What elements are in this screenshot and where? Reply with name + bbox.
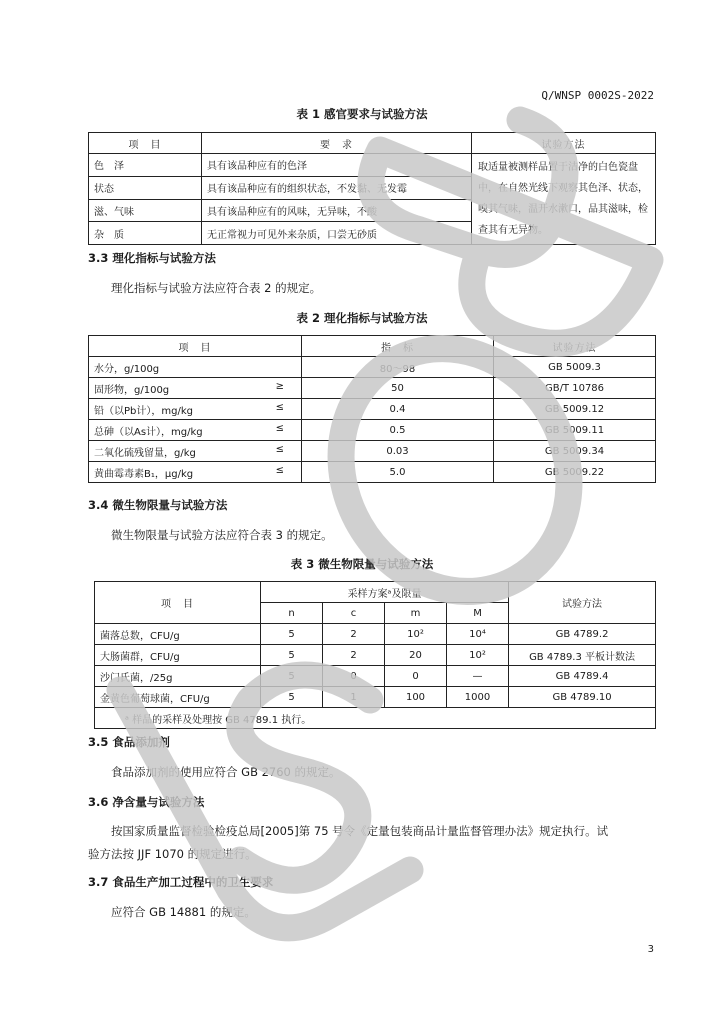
table-row: [95, 624, 656, 645]
table1-caption: 表 1 感官要求与试验方法: [296, 107, 428, 121]
table2-item: 铅（以Pb计），mg/kg: [94, 405, 193, 417]
table3-M: —: [447, 666, 509, 687]
table1-header-item: 项 目: [89, 133, 202, 154]
table1-item: 色 泽: [89, 154, 202, 177]
table-row: [89, 462, 656, 483]
table1-item: 杂 质: [89, 222, 202, 245]
table2-method: GB 5009.22: [494, 462, 656, 483]
table3-sub-c: c: [323, 603, 385, 624]
table3-n: 5: [261, 624, 323, 645]
section-3-7-text: 应符合 GB 14881 的规定。: [111, 905, 256, 919]
table2-item: 固形物，g/100g: [94, 384, 170, 396]
standard-number: Q/WNSP 0002S-2022: [541, 89, 654, 102]
section-3-5-title: 3.5 食品添加剂: [88, 735, 170, 749]
table2-symbol: ≥: [275, 380, 284, 392]
table-row: [89, 441, 656, 462]
table2-value: 0.5: [302, 420, 494, 441]
table-row: [89, 420, 656, 441]
table3-caption: 表 3 微生物限量与试验方法: [290, 557, 434, 571]
table2-item: 黄曲霉毒素B₁，μg/kg: [94, 468, 194, 480]
table2-value: 80～98: [302, 357, 494, 378]
table-row: [89, 399, 656, 420]
table2-method: GB 5009.12: [494, 399, 656, 420]
table3-item: 沙门氏菌，/25g: [95, 666, 261, 687]
table2-item: 水分，g/100g: [94, 363, 160, 375]
table3-m: 100: [385, 687, 447, 708]
table3-method: GB 4789.4: [509, 666, 656, 687]
table3-n: 5: [261, 687, 323, 708]
section-3-6-title: 3.6 净含量与试验方法: [88, 795, 205, 809]
table2-value: 5.0: [302, 462, 494, 483]
table2-item: 总砷（以As计），mg/kg: [94, 426, 203, 438]
table2-header-method: 试验方法: [494, 336, 656, 357]
table3-sub-m: m: [385, 603, 447, 624]
table2-method: GB/T 10786: [494, 378, 656, 399]
table3: [94, 581, 656, 729]
table1-item: 状态: [89, 176, 202, 199]
table-row: [95, 666, 656, 687]
table3-c: 0: [323, 666, 385, 687]
table2-symbol: ≤: [275, 422, 284, 434]
table3-M: 10²: [447, 645, 509, 666]
table-row: [89, 357, 656, 378]
table3-M: 1000: [447, 687, 509, 708]
table2-method: GB 5009.34: [494, 441, 656, 462]
table1-req: 具有该品种应有的色泽: [202, 154, 472, 177]
table3-item: 菌落总数，CFU/g: [95, 624, 261, 645]
table3-M: 10⁴: [447, 624, 509, 645]
table2: [88, 335, 656, 483]
table3-c: 2: [323, 624, 385, 645]
table1-header-method: 试验方法: [472, 133, 656, 154]
table2-value: 50: [302, 378, 494, 399]
table1: [88, 132, 656, 245]
table3-footnote: ᵃ 样品的采样及处理按 GB 4789.1 执行。: [95, 708, 656, 729]
section-3-4-text: 微生物限量与试验方法应符合表 3 的规定。: [111, 528, 333, 542]
section-3-3-title: 3.3 理化指标与试验方法: [88, 251, 216, 265]
table3-c: 2: [323, 645, 385, 666]
table-row: [95, 645, 656, 666]
table3-item: 大肠菌群，CFU/g: [95, 645, 261, 666]
table3-sub-M: M: [447, 603, 509, 624]
table2-method: GB 5009.3: [494, 357, 656, 378]
section-3-7-title: 3.7 食品生产加工过程中的卫生要求: [88, 875, 274, 889]
table3-header-plan: 采样方案ᵃ及限量: [261, 582, 509, 603]
section-3-6-text-line1: 按国家质量监督检验检疫总局[2005]第 75 号令《定量包装商品计量监督管理办法》规定执行。试: [111, 824, 609, 838]
table3-method: GB 4789.3 平板计数法: [509, 645, 656, 666]
table1-req: 具有该品种应有的风味，无异味，不酸: [202, 199, 472, 222]
table-row: [89, 378, 656, 399]
table2-value: 0.03: [302, 441, 494, 462]
table3-m: 20: [385, 645, 447, 666]
table3-n: 5: [261, 645, 323, 666]
table1-req: 具有该品种应有的组织状态，不发黏、无发霉: [202, 176, 472, 199]
table3-method: GB 4789.10: [509, 687, 656, 708]
table3-sub-n: n: [261, 603, 323, 624]
table1-req: 无正常视力可见外来杂质，口尝无砂质: [202, 222, 472, 245]
section-3-3-text: 理化指标与试验方法应符合表 2 的规定。: [111, 281, 322, 295]
table3-header-method: 试验方法: [509, 582, 656, 624]
table3-n: 5: [261, 666, 323, 687]
table2-item: 二氧化硫残留量，g/kg: [94, 447, 196, 459]
table-row: [89, 154, 656, 177]
table3-c: 1: [323, 687, 385, 708]
table1-item: 滋、气味: [89, 199, 202, 222]
table2-symbol: ≤: [275, 443, 284, 455]
table3-item: 金黄色葡萄球菌，CFU/g: [95, 687, 261, 708]
table3-header-item: 项 目: [95, 582, 261, 624]
table2-header-value: 指 标: [302, 336, 494, 357]
table3-m: 10²: [385, 624, 447, 645]
table2-header-item: 项 目: [89, 336, 302, 357]
table1-method: 取适量被测样品置于洁净的白色瓷盘中，在自然光线下观察其色泽、状态，嗅其气味，温开水漱口，品其滋味，检查其有无异物。: [472, 154, 656, 245]
section-3-6-text-line2: 验方法按 JJF 1070 的规定进行。: [88, 847, 257, 861]
section-3-5-text: 食品添加剂的使用应符合 GB 2760 的规定。: [111, 765, 341, 779]
table2-value: 0.4: [302, 399, 494, 420]
table2-symbol: ≤: [275, 401, 284, 413]
table1-header-req: 要 求: [202, 133, 472, 154]
page-number: 3: [647, 944, 654, 955]
table2-symbol: ≤: [275, 464, 284, 476]
table2-method: GB 5009.11: [494, 420, 656, 441]
table-row: [95, 687, 656, 708]
table3-method: GB 4789.2: [509, 624, 656, 645]
table2-caption: 表 2 理化指标与试验方法: [296, 311, 428, 325]
table3-m: 0: [385, 666, 447, 687]
section-3-4-title: 3.4 微生物限量与试验方法: [88, 498, 228, 512]
